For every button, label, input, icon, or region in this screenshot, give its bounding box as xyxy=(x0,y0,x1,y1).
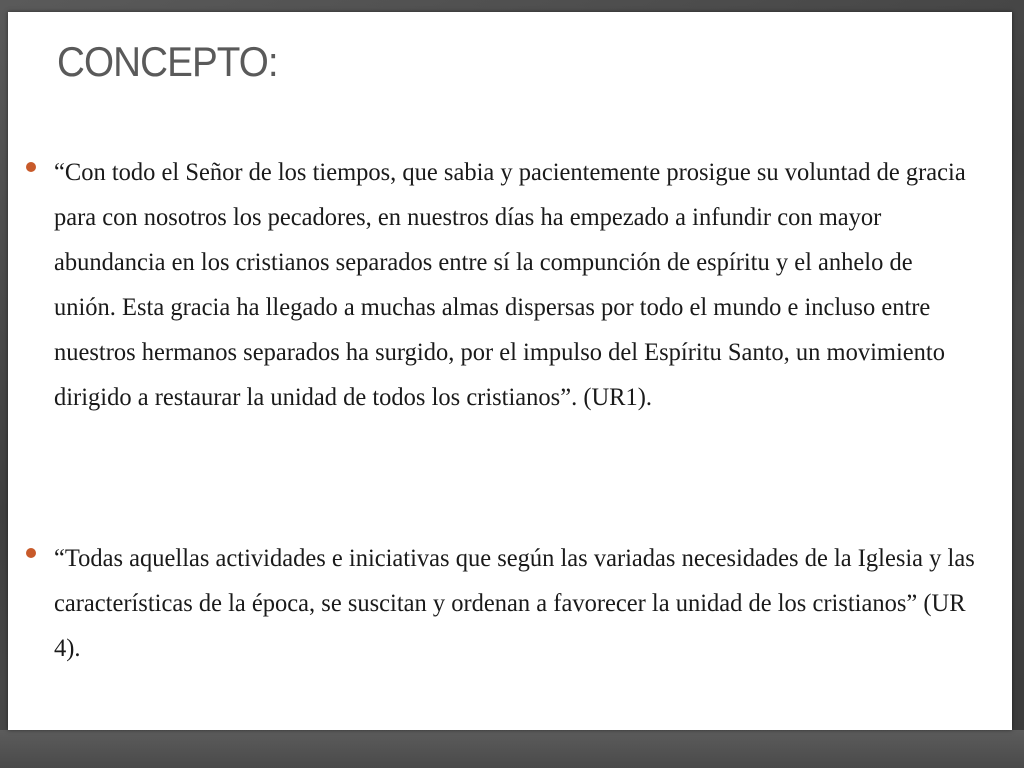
bullet-dot-icon xyxy=(26,162,36,172)
slide xyxy=(8,12,1012,730)
bullet-dot-icon xyxy=(26,548,36,558)
slide-title: CONCEPTO: xyxy=(57,38,278,85)
presentation-bottom-band xyxy=(0,730,1024,768)
bullet-text: “Todas aquellas actividades e iniciativas que según las variadas necesidades de la Iglesia y las características de la época, se suscitan y ordenan a favorecer la unidad de los cristianos” (UR 4). xyxy=(54,545,975,662)
bullet-text: “Con todo el Señor de los tiempos, que sabia y pacientemente prosigue su voluntad de gracia para con nosotros los pecadores, en nuestros días ha empezado a infundir con mayor abundancia en los cristianos separados entre sí la compunción de espíritu y el anhelo de unión. Esta gracia ha llegado a muchas almas dispersas por todo el mundo e incluso entre nuestros hermanos separados ha surgido, por el impulso del Espíritu Santo, un movimiento dirigido a restaurar la unidad de todos los cristianos”. (UR1). xyxy=(54,159,966,411)
